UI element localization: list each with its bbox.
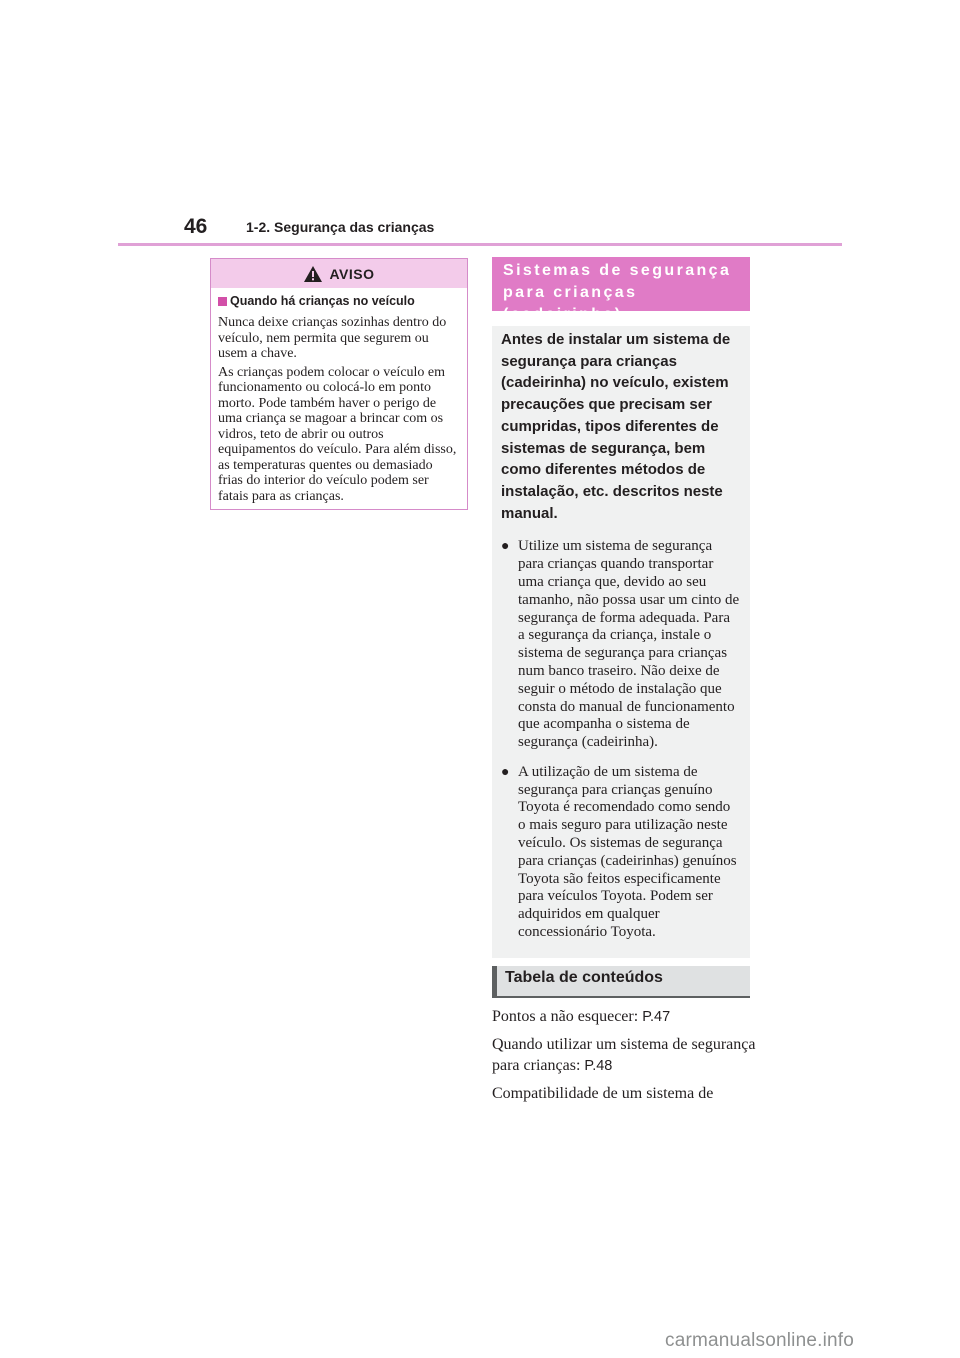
page-number: 46 (184, 215, 208, 238)
warning-header (211, 259, 467, 288)
list-item (501, 764, 740, 942)
header-divider (118, 243, 842, 246)
systems-heading-line: Sistemas de segurança (503, 262, 732, 279)
warning-paragraph: Nunca deixe crianças sozinhas dentro do veículo, nem permita que segurem ou usem a chave. (218, 315, 447, 361)
list-item-text: A utilização de um sistema de segurança para crianças genuíno Toyota é recomendado como sendo o mais seguro para utilização neste veículo. Os sistemas de segurança para crianças (cadeirinhas) genuínos Toyota são feitos especificamente para veículos Toyota. Podem ser adquiridos em qualquer concessionário Toyota. (518, 763, 737, 941)
warning-subheading (218, 294, 467, 308)
square-bullet-icon (218, 297, 227, 306)
bullet-dot-icon: ● (501, 539, 510, 555)
toc-list (492, 1006, 762, 1110)
toc-heading: Tabela de conteúdos (492, 966, 750, 998)
bullet-dot-icon: ● (501, 764, 510, 780)
toc-item-text: Pontos a não esquecer: (492, 1008, 643, 1025)
list-item-text: Utilize um sistema de segurança para crianças quando transportar uma criança que, devido ao seu tamanho, não possa usar um cinto de segurança de forma adequada. Para a segurança da criança, instale o sistema de segurança para crianças num banco traseiro. Não deixe de seguir o método de instalação que consta do manual de funcionamento que acompanha o sistema de segurança (cadeirinha). (518, 538, 740, 751)
toc-page-link[interactable]: P.47 (642, 1009, 671, 1025)
warning-body (218, 315, 457, 504)
systems-heading (492, 257, 750, 323)
section-title: 1-2. Segurança das crianças (246, 219, 435, 235)
systems-info-box (492, 326, 750, 958)
warning-paragraph: As crianças podem colocar o veículo em funcionamento ou colocá-lo em ponto morto. Pode também haver o perigo de uma criança se magoar a brincar com os vidros, teto de abrir ou outros equipamentos do veículo. Para além disso, as temperaturas quentes ou demasiado frias do interior do veículo podem ser fatais para as crianças. (218, 364, 457, 504)
toc-item (492, 1006, 762, 1028)
toc-item (492, 1083, 762, 1104)
warning-triangle-icon (303, 265, 323, 283)
toc-item-text: Compatibilidade de um sistema de (492, 1085, 714, 1102)
warning-box (210, 258, 468, 510)
systems-heading-line: para crianças (cadeirinha) (503, 284, 638, 323)
systems-intro: Antes de instalar um sistema de segurança para crianças (cadeirinha) no veículo, existem precauções que precisam ser cumpridas, tipos diferentes de sistemas de segurança, bem como diferentes métodos de instalação, etc. descritos neste manual. (501, 331, 731, 522)
watermark: carmanualsonline.info (665, 1330, 855, 1351)
warning-title: AVISO (329, 265, 375, 282)
toc-item-text: Quando utilizar um sistema de segurança para crianças: (492, 1036, 756, 1074)
list-item (501, 538, 740, 752)
toc-page-link[interactable]: P.48 (584, 1058, 613, 1074)
warning-subheading-text: Quando há crianças no veículo (230, 294, 415, 308)
toc-item (492, 1034, 762, 1077)
